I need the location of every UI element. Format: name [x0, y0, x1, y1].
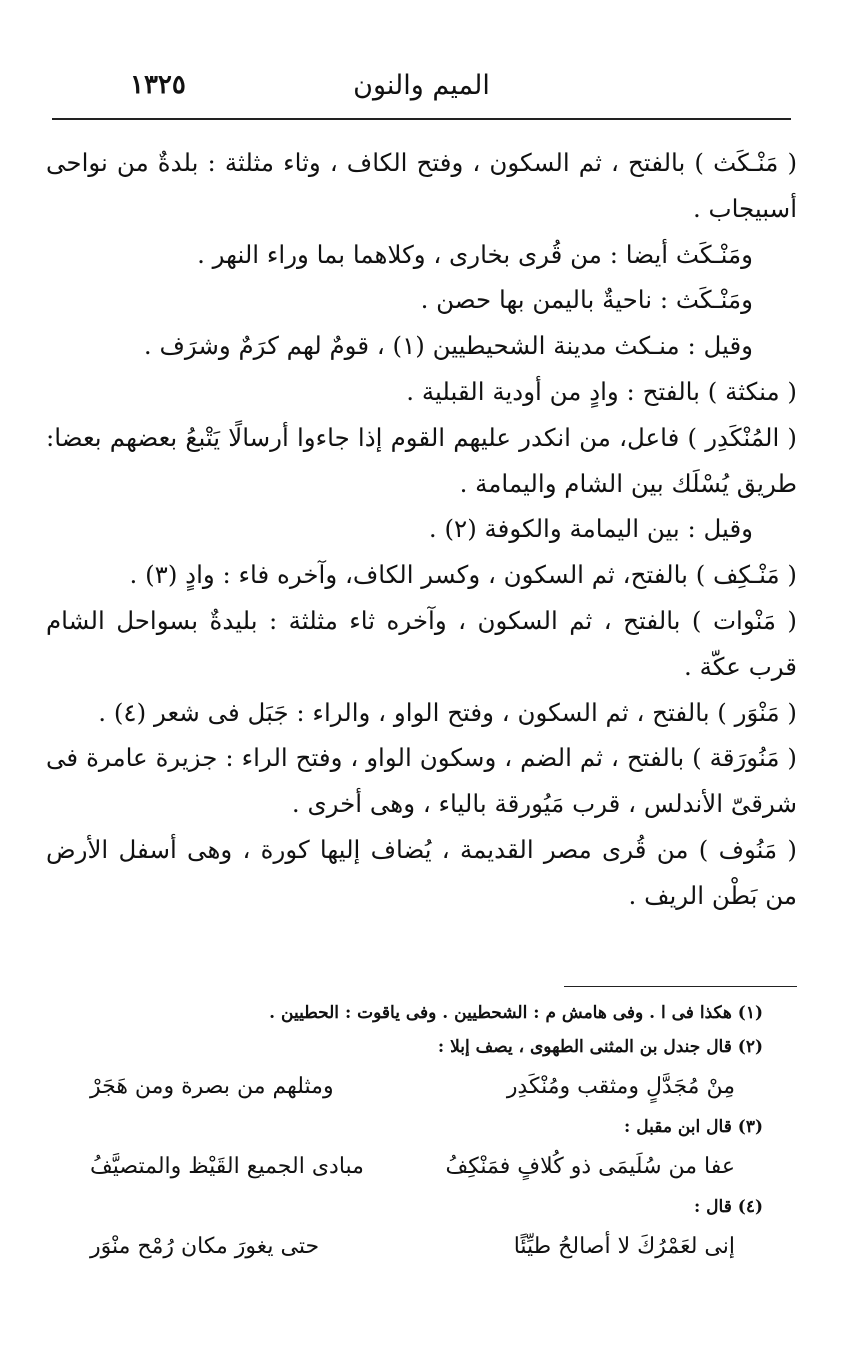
- entry-paragraph: ( مَنُوف ) من قُرى مصر القديمة ، يُضاف إليها كورة ، وهى أسفل الأرض من بَطْن الريف .: [46, 834, 797, 910]
- entry-paragraph: ( المُنْكَدِر ) فاعل، من انكدر عليهم القوم إذا جاءوا أرسالًا يَتْبعُ بعضهم بعضا: طريق يُسْلَك بين الشام واليمامة .: [46, 422, 797, 498]
- entry-paragraph: ومَنْـكَث أيضا : من قُرى بخارى ، وكلاهما بما وراء النهر .: [197, 239, 753, 269]
- footnote-3: (٣) قال ابن مقبل :: [624, 1117, 763, 1137]
- verse-second-hemistich: حتى يغورَ مكان رُمْح منْوَر: [90, 1234, 320, 1259]
- entry-paragraph: وقيل : منـكث مدينة الشحيطيين (١) ، قومٌ لهم كرَمٌ وشرَف .: [143, 331, 753, 361]
- footnotes: [52, 996, 763, 1270]
- entry-paragraph: ( مَنُورَقة ) بالفتح ، ثم الضم ، وسكون الواو ، وفتح الراء : جزيرة عامرة فى شرقىّ الأندلس ، قرب مَيُورقة بالياء ، وهى أخرى .: [46, 743, 797, 819]
- entry-paragraph: ( منكثة ) بالفتح : وادٍ من أودية القبلية .: [406, 376, 797, 406]
- main-text: [46, 140, 797, 919]
- entry-paragraph: وقيل : بين اليمامة والكوفة (٢) .: [428, 514, 753, 544]
- verse-first-hemistich: إنى لعَمْرُكَ لا أصالحُ طيِّئًا: [513, 1234, 735, 1259]
- entry-paragraph: ( مَنْوَر ) بالفتح ، ثم السكون ، وفتح الواو ، والراء : جَبَل فى شعر (٤) .: [98, 697, 797, 727]
- entry-paragraph: ( مَنْـكِف ) بالفتح، ثم السكون ، وكسر الكاف، وآخره فاء : وادٍ (٣) .: [129, 560, 797, 590]
- verse-second-hemistich: مبادى الجميع القَيْظ والمتصيَّفُ: [90, 1154, 364, 1179]
- entry-paragraph: ومَنْـكَث : ناحيةٌ باليمن بها حصن .: [420, 285, 753, 315]
- entry-paragraph: ( مَنْوات ) بالفتح ، ثم السكون ، وآخره ثاء مثلثة : بليدةٌ بسواحل الشام قرب عكّة .: [46, 605, 797, 681]
- verse-second-hemistich: ومثلهم من بصرة ومن هَجَرْ: [90, 1074, 334, 1099]
- verse-first-hemistich: عفا من سُلَيمَى ذو كُلافٍ فمَنْكِفُ: [445, 1154, 735, 1179]
- footnote-1: (١) هكذا فى ا . وفى هامش م : الشحطيين . وفى ياقوت : الحطيين .: [269, 1003, 763, 1023]
- footnote-2: (٢) قال جندل بن المثنى الطهوى ، يصف إبلا :: [437, 1037, 763, 1057]
- verse-first-hemistich: مِنْ مُجَدَّلٍ ومثقب ومُنْكَدِر: [506, 1074, 735, 1099]
- footnote-4: (٤) قال :: [693, 1197, 763, 1217]
- page-number: ١٣٢٥: [130, 70, 186, 100]
- footnote-2-verse: [52, 1064, 763, 1110]
- entry-paragraph: ( مَنْـكَث ) بالفتح ، ثم السكون ، وفتح الكاف ، وثاء مثلثة : بلدةٌ من نواحى أسبيجاب .: [46, 148, 797, 223]
- header-rule: [52, 118, 791, 120]
- footnote-rule: [564, 986, 797, 987]
- running-title: الميم والنون: [353, 70, 490, 101]
- footnote-3-verse: [52, 1144, 763, 1190]
- page-header: [52, 62, 791, 112]
- footnote-4-verse: [52, 1224, 763, 1270]
